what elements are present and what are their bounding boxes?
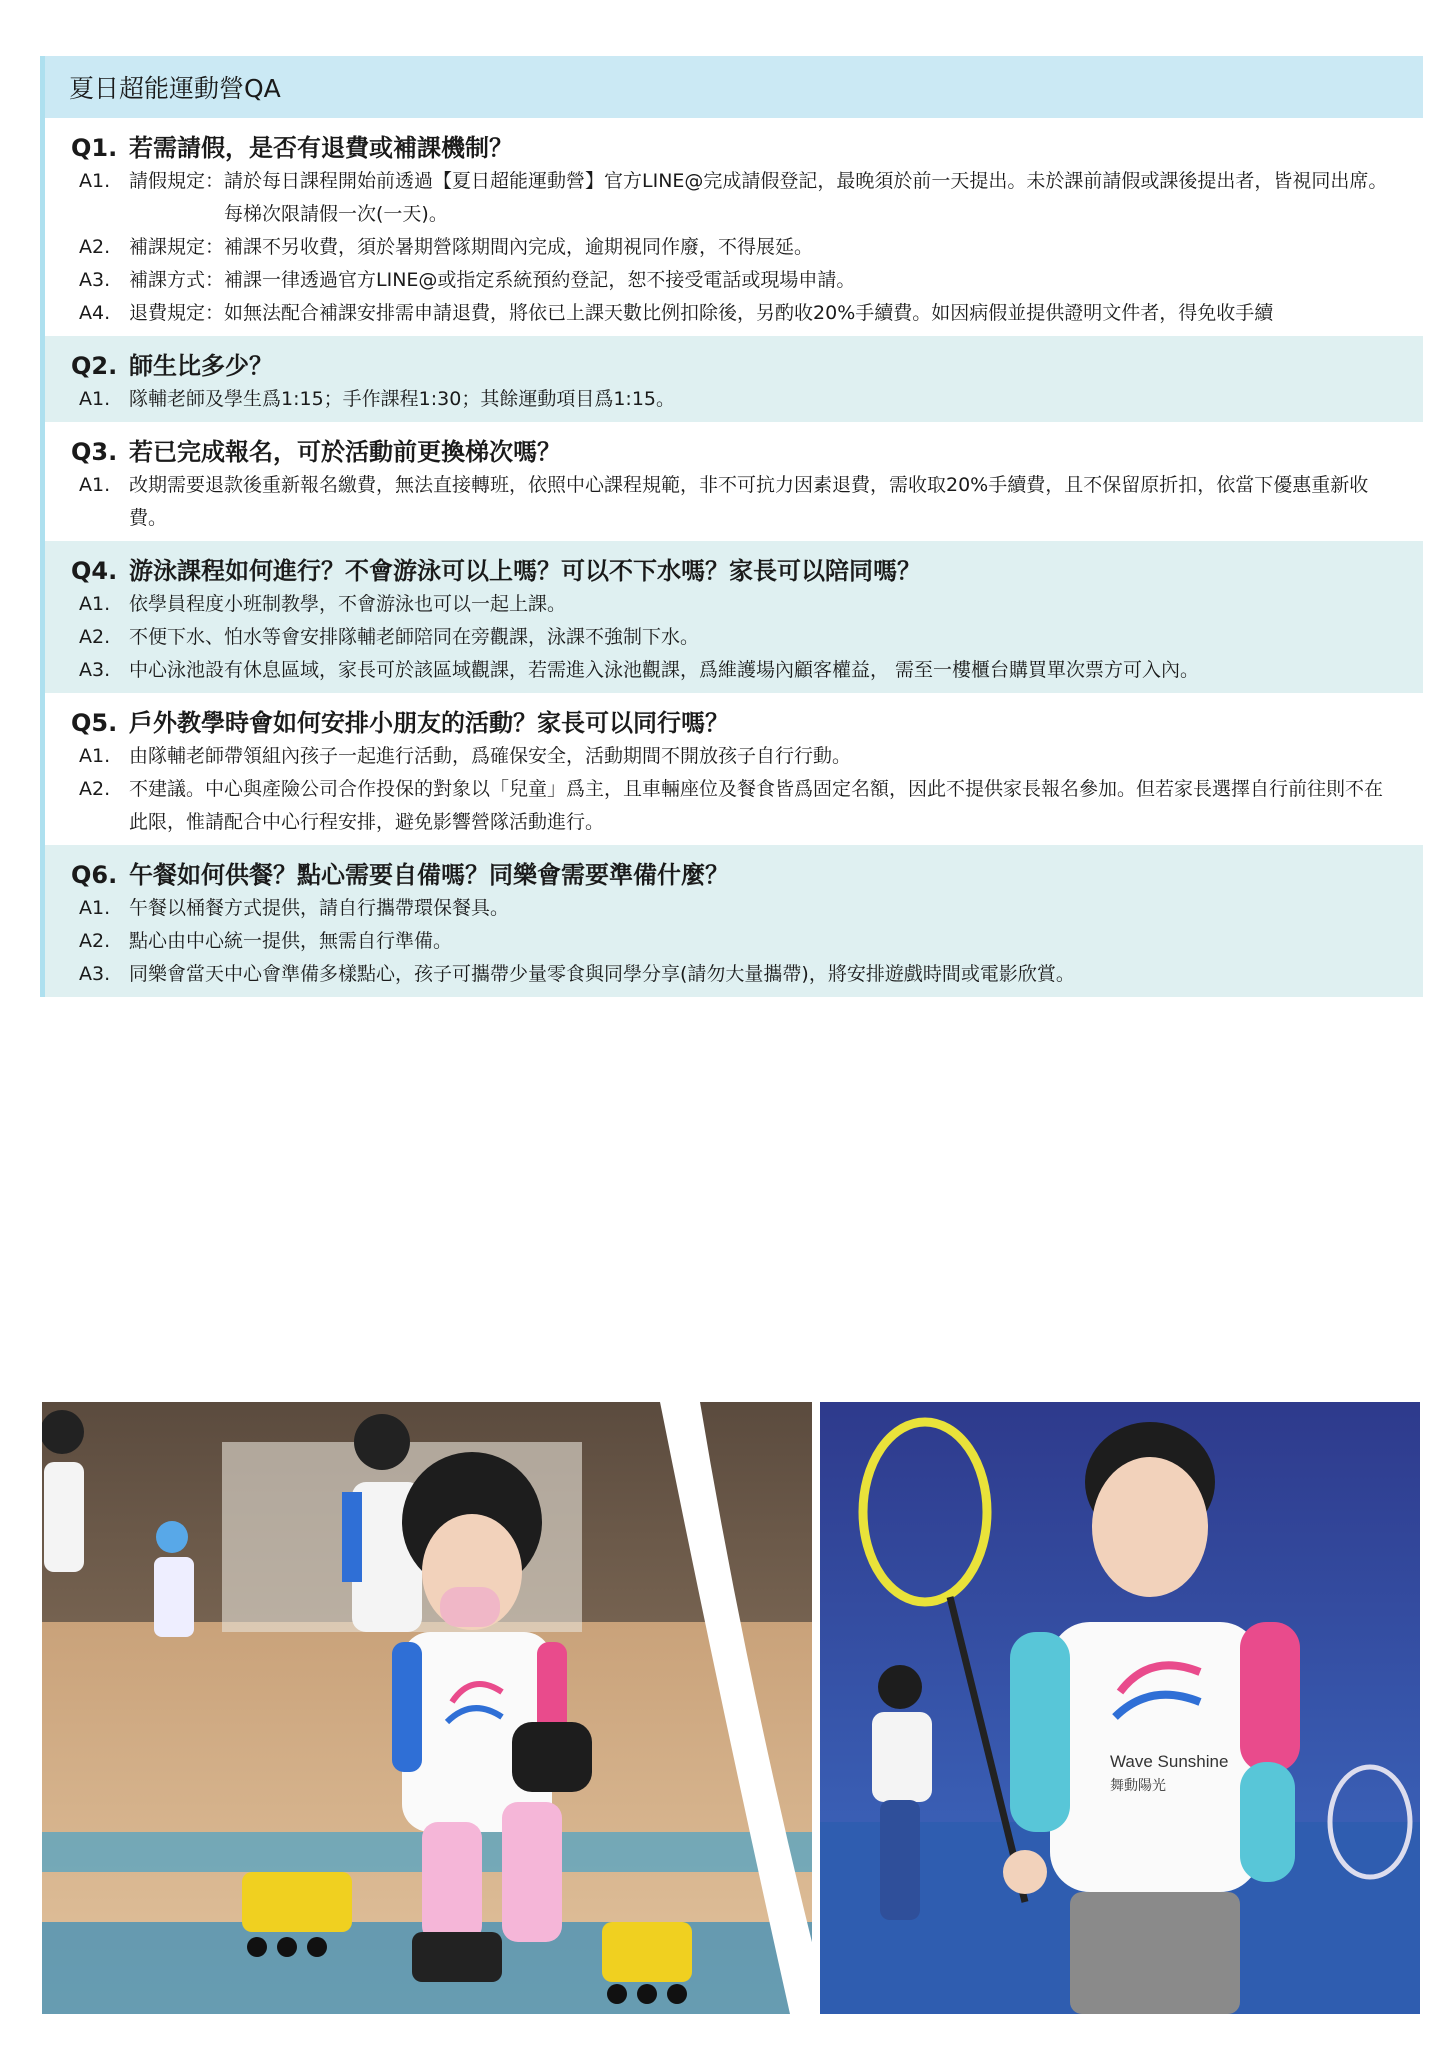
answer-text: 依學員程度小班制教學，不會游泳也可以一起上課。 <box>129 593 567 615</box>
question-number: Q4. <box>71 557 118 585</box>
answer-number: A2. <box>79 778 111 800</box>
answer-text: 中心泳池設有休息區域，家長可於該區域觀課，若需進入泳池觀課，爲維護場內顧客權益， 需至一樓櫃台購買單次票方可入內。 <box>129 659 1200 681</box>
page-title: 夏日超能運動營QA <box>69 74 281 103</box>
question <box>71 346 1393 381</box>
answer-row <box>71 297 1393 330</box>
answer-number: A2. <box>79 930 111 952</box>
answer-text: 點心由中心統一提供，無需自行準備。 <box>129 930 453 952</box>
answer-row <box>71 469 1393 535</box>
answer-text: 同樂會當天中心會準備多樣點心，孩子可攜帶少量零食與同學分享(請勿大量攜帶)，將安排遊戲時間或電影欣賞。 <box>129 963 1075 985</box>
answer-number: A3. <box>79 963 111 985</box>
answer-text: 由隊輔老師帶領組內孩子一起進行活動，爲確保安全，活動期間不開放孩子自行行動。 <box>129 745 852 767</box>
answer-number: A2. <box>79 236 111 258</box>
answer-text: 隊輔老師及學生爲1:15；手作課程1:30；其餘運動項目爲1:15。 <box>129 388 676 410</box>
qa-section-q6 <box>45 845 1423 997</box>
answer-row <box>71 165 1393 231</box>
qa-header <box>45 56 1423 118</box>
shirt-brand-text: Wave Sunshine <box>1110 1752 1229 1771</box>
qa-panel <box>40 56 1423 997</box>
answer-text: 改期需要退款後重新報名繳費，無法直接轉班，依照中心課程規範，非不可抗力因素退費，需收取20%手續費，且不保留原折扣，依當下優惠重新收費。 <box>129 474 1369 529</box>
answer-number: A1. <box>79 593 111 615</box>
answer-label: 請假規定： <box>129 170 225 192</box>
answer-row <box>71 588 1393 621</box>
badminton-photo <box>820 1402 1420 2014</box>
answer-row <box>71 925 1393 958</box>
shirt-brand-cn-text: 舞動陽光 <box>1110 1778 1166 1794</box>
question-number: Q2. <box>71 352 118 380</box>
question <box>71 432 1393 467</box>
answer-label: 補課規定： <box>129 236 225 258</box>
answer-row <box>71 740 1393 773</box>
answer-text: 如無法配合補課安排需申請退費，將依已上課天數比例扣除後，另酌收20%手續費。如因病假並提供證明文件者，得免收手續 <box>224 302 1274 324</box>
answer-number: A1. <box>79 170 111 192</box>
answer-number: A3. <box>79 659 111 681</box>
answer-row <box>71 383 1393 416</box>
answer-number: A1. <box>79 474 111 496</box>
answer-row <box>71 958 1393 991</box>
answer-number: A3. <box>79 269 111 291</box>
question-text: 師生比多少？ <box>129 352 273 380</box>
qa-section-q4 <box>45 541 1423 693</box>
qa-section-q5 <box>45 693 1423 845</box>
answer-row <box>71 654 1393 687</box>
answer-number: A1. <box>79 388 111 410</box>
answer-text: 補課不另收費，須於暑期營隊期間內完成，逾期視同作廢，不得展延。 <box>224 236 814 258</box>
answer-text: 午餐以桶餐方式提供，請自行攜帶環保餐具。 <box>129 897 510 919</box>
answer-text: 補課一律透過官方LINE@或指定系統預約登記，恕不接受電話或現場申請。 <box>224 269 856 291</box>
question-number: Q1. <box>71 134 118 162</box>
question-number: Q6. <box>71 861 118 889</box>
question-number: Q3. <box>71 438 118 466</box>
qa-section-q1 <box>45 118 1423 336</box>
answer-number: A2. <box>79 626 111 648</box>
question-text: 游泳課程如何進行？不會游泳可以上嗎？可以不下水嗎？家長可以陪同嗎？ <box>129 557 921 585</box>
question-text: 若需請假，是否有退費或補課機制？ <box>129 134 513 162</box>
answer-text: 不便下水、怕水等會安排隊輔老師陪同在旁觀課，泳課不強制下水。 <box>129 626 700 648</box>
question-text: 午餐如何供餐？點心需要自備嗎？同樂會需要準備什麼？ <box>129 861 729 889</box>
answer-row <box>71 773 1393 839</box>
answer-row <box>71 264 1393 297</box>
answer-row <box>71 231 1393 264</box>
qa-section-q3 <box>45 422 1423 541</box>
question <box>71 128 1393 163</box>
answer-label: 補課方式： <box>129 269 225 291</box>
answer-label: 退費規定： <box>129 302 225 324</box>
photo-divider <box>640 1402 840 2014</box>
question-text: 戶外教學時會如何安排小朋友的活動？家長可以同行嗎？ <box>129 709 729 737</box>
answer-text: 不建議。中心與產險公司合作投保的對象以「兒童」爲主，且車輛座位及餐食皆爲固定名額，因此不提供家長報名參加。但若家長選擇自行前往則不在此限，惟請配合中心行程安排，避免影響營隊活動進行。 <box>129 778 1384 833</box>
answer-number: A1. <box>79 897 111 919</box>
badminton-illustration <box>820 1402 1420 2014</box>
qa-section-q2 <box>45 336 1423 422</box>
question-text: 若已完成報名，可於活動前更換梯次嗎？ <box>129 438 561 466</box>
question <box>71 855 1393 890</box>
answer-text: 請於每日課程開始前透過【夏日超能運動營】官方LINE@完成請假登記，最晚須於前一天提出。未於課前請假或課後提出者，皆視同出席。每梯次限請假一次(一天)。 <box>224 170 1388 225</box>
answer-row <box>71 892 1393 925</box>
question <box>71 703 1393 738</box>
answer-number: A4. <box>79 302 111 324</box>
question <box>71 551 1393 586</box>
answer-number: A1. <box>79 745 111 767</box>
question-number: Q5. <box>71 709 118 737</box>
answer-row <box>71 621 1393 654</box>
